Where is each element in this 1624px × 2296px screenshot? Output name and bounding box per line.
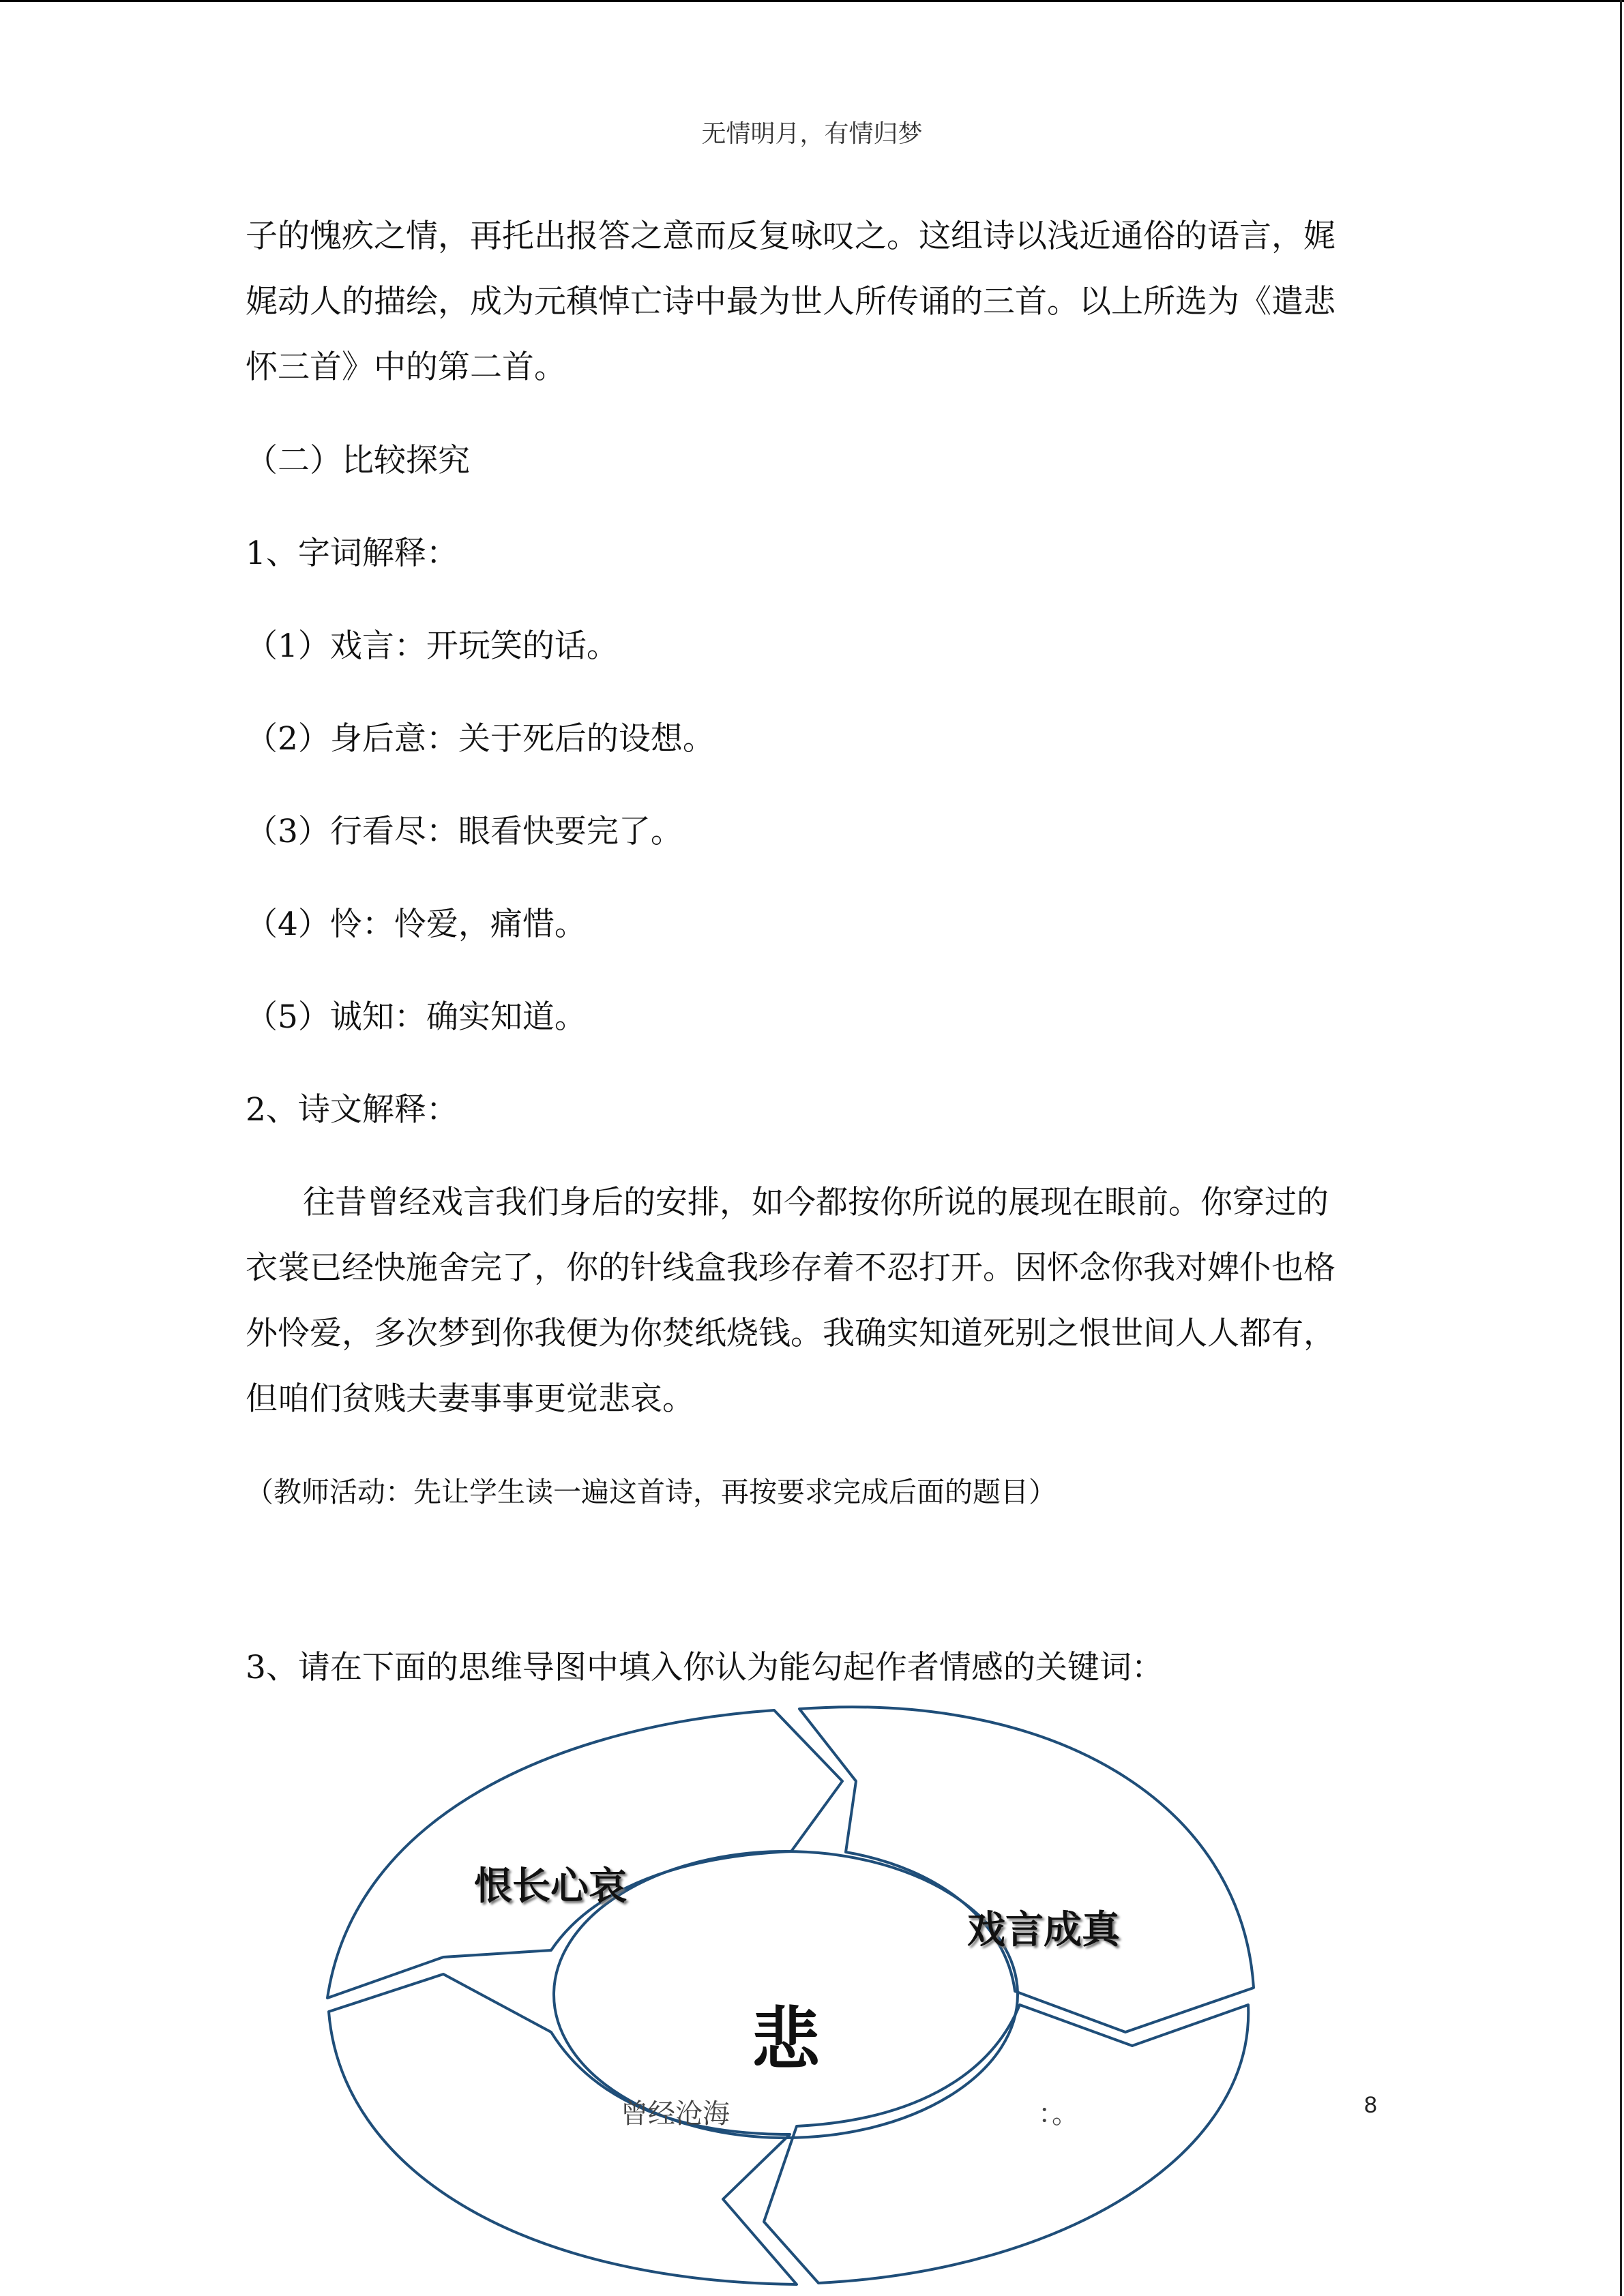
mind-map-center-word: 悲 — [752, 1999, 820, 2079]
page-number: 8 — [1364, 2092, 1377, 2118]
page-top-border — [0, 0, 1624, 2]
intro-line-1: 子的愧疚之情，再托出报答之意而反复咏叹之。这组诗以浅近通俗的语言，娓 — [246, 218, 1335, 255]
mind-map-outer-ring-segment-top-right — [799, 1707, 1254, 2032]
page-header: 无情明月，有情归梦 — [701, 120, 923, 148]
page-right-border — [1620, 0, 1622, 2296]
mind-map-keyword-1: 恨长心哀 — [474, 1864, 627, 1909]
definition-4: （4）怜：怜爱，痛惜。 — [246, 906, 587, 943]
footer-left-text: 曾经沧海 — [621, 2098, 730, 2130]
item3-heading: 3、请在下面的思维导图中填入你认为能勾起作者情感的关键词： — [246, 1649, 1164, 1686]
footer-right-text: ：。 — [1038, 2098, 1079, 2130]
mind-map-outer-ring-segment-top-left — [327, 1710, 842, 1998]
intro-line-3: 怀三首》中的第二首。 — [246, 348, 566, 386]
translation-line-1: 往昔曾经戏言我们身后的安排，如今都按你所说的展现在眼前。你穿过的 — [303, 1184, 1329, 1221]
mind-map-keyword-2: 戏言成真 — [967, 1907, 1120, 1952]
mind-map-outer-ring-segment-right-bottom — [764, 2005, 1248, 2283]
section-heading: （二）比较探究 — [246, 442, 470, 479]
definition-2: （2）身后意：关于死后的设想。 — [246, 720, 715, 758]
definition-3: （3）行看尽：眼看快要完了。 — [246, 813, 683, 850]
item2-heading: 2、诗文解释： — [246, 1091, 458, 1129]
translation-line-4: 但咱们贫贱夫妻事事更觉悲哀。 — [246, 1380, 694, 1418]
translation-line-2: 衣裳已经快施舍完了，你的针线盒我珍存着不忍打开。因怀念你我对婢仆也格 — [246, 1249, 1335, 1287]
definition-5: （5）诚知：确实知道。 — [246, 998, 587, 1036]
intro-line-2: 娓动人的描绘，成为元稹悼亡诗中最为世人所传诵的三首。以上所选为《遣悲 — [246, 283, 1335, 320]
translation-line-3: 外怜爱，多次梦到你我便为你焚纸烧钱。我确实知道死别之恨世间人人都有， — [246, 1315, 1335, 1352]
item1-heading: 1、字词解释： — [246, 535, 458, 572]
teacher-note: （教师活动：先让学生读一遍这首诗，再按要求完成后面的题目） — [246, 1476, 1057, 1508]
definition-1: （1）戏言：开玩笑的话。 — [246, 627, 619, 665]
